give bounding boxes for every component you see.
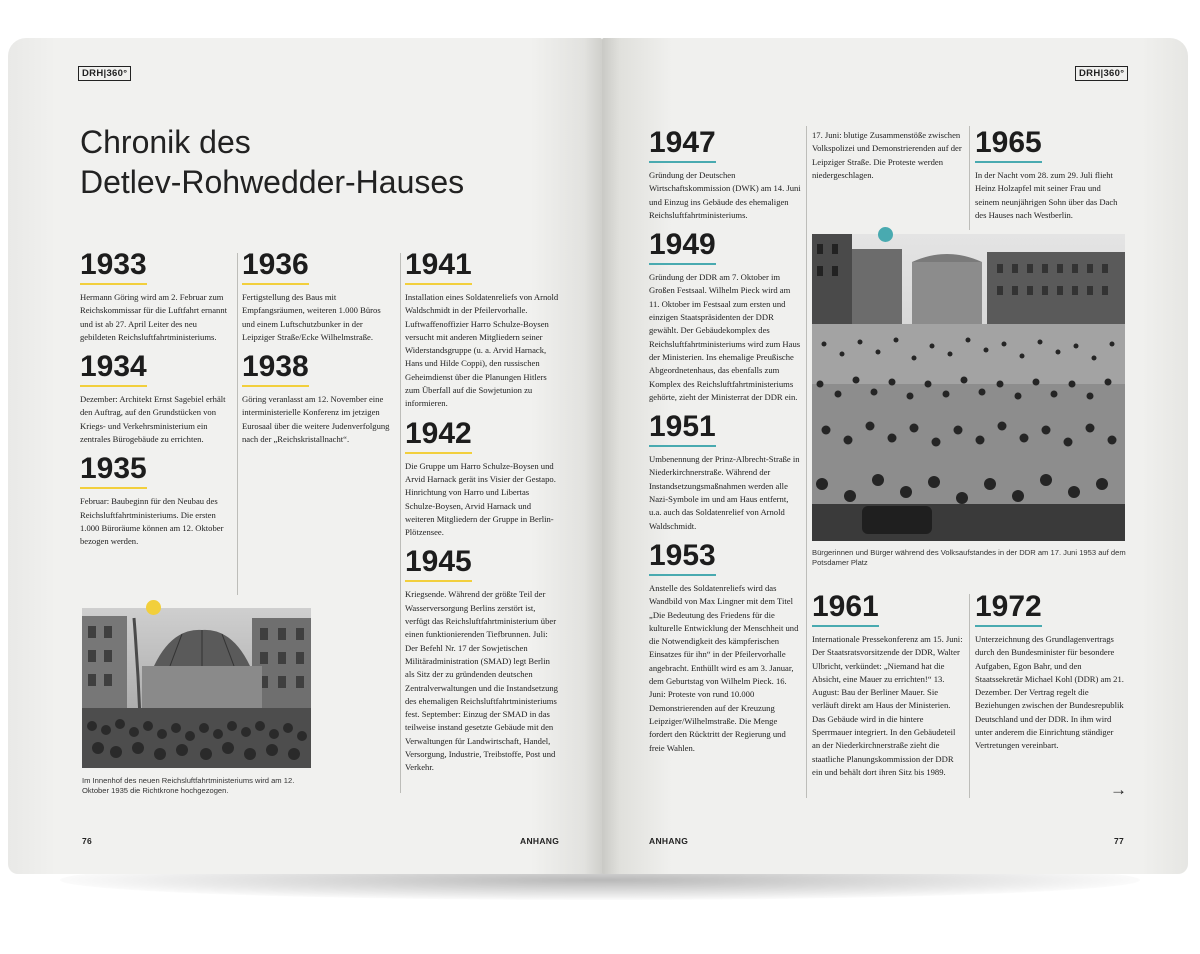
entry-text: Internationale Pressekonferenz am 15. Juni: Der Staatsratsvorsitzende der DDR, Walter Ulbricht, verkündet: „Niemand hat die Absicht, eine Mauer zu errichten!“ 13. August: Bau der Berliner Mauer. Sie verläuft direkt am Haus der Ministerien. Das Gebäude wird in die hintere Sperrmauer integriert. In den Gebäudeteil an der Niederkirchnerstraße zieht die staatliche Planungskommission der DDR ein und behält dort ihren Sitz bis 1989. bbox=[812, 634, 963, 777]
entry-text: Gründung der Deutschen Wirtschaftskommission (DWK) am 14. Juni und Einzug ins Gebäude des ehemaligen Reichsluftfahrtministeriums. bbox=[649, 170, 801, 220]
timeline-entry bbox=[80, 248, 230, 344]
entry-year: 1934 bbox=[80, 350, 147, 387]
page-number: 77 bbox=[1114, 836, 1125, 846]
column-divider bbox=[969, 594, 970, 798]
title-line-2: Detlev-Rohwedder-Hauses bbox=[80, 164, 465, 200]
timeline-entry bbox=[242, 350, 392, 446]
timeline-entry bbox=[405, 417, 559, 540]
highlight-dot bbox=[146, 600, 161, 615]
entry-text: Dezember: Architekt Ernst Sagebiel erhält den Auftrag, auf den Grundstücken von Kriegs- und Verkehrsministerium ein zentrales Bürogebäude zu errichten. bbox=[80, 394, 226, 445]
entry-text: Februar: Baubeginn für den Neubau des Reichsluftfahrtministeriums. Die ersten 1.000 Büroräume können am 12. Oktober bezogen werden. bbox=[80, 496, 224, 547]
left-page bbox=[8, 38, 602, 874]
timeline-column-3-bottom bbox=[975, 590, 1127, 753]
section-label: ANHANG bbox=[520, 836, 560, 846]
timeline-entry bbox=[242, 248, 392, 344]
timeline-entry bbox=[812, 590, 964, 779]
right-page bbox=[602, 38, 1188, 874]
entry-year: 1938 bbox=[242, 350, 309, 387]
courtyard-photo bbox=[82, 608, 311, 768]
entry-text: Die Gruppe um Harro Schulze-Boysen und Arvid Harnack gerät ins Visier der Gestapo. Hinrichtung von Harro und Libertas Schulze-Boysen, Arvid Harnack und weiteren Mitgliedern der Gruppe in Berlin-Plötzensee. bbox=[405, 460, 556, 538]
next-page-arrow-icon[interactable]: → bbox=[1110, 780, 1127, 799]
entry-year: 1936 bbox=[242, 248, 309, 285]
timeline-column-3-top bbox=[975, 126, 1125, 222]
column-divider bbox=[806, 126, 807, 798]
timeline-entry bbox=[405, 545, 559, 774]
timeline-column-3 bbox=[405, 248, 559, 775]
section-label: ANHANG bbox=[649, 836, 689, 846]
brand-logo: DRH|360° bbox=[78, 66, 131, 81]
entry-text: Kriegsende. Während der größte Teil der Wasserversorgung Berlins zerstört ist, verfügt das Reichsluftfahrtministerium über einen funktionierenden Tiefbrunnen. Juli: Der Befehl Nr. 17 der Sowjetischen Militäradministration (SMAD) legt Berlin als Sitz der zu gründenden deutschen Zentralverwaltungen und die Instandsetzung des ehemaligen Reichsluftfahrtministeriums fest. September: Einzug der SMAD in das teilweise instand gesetzte Gebäude mit den Verwaltungen für Landwirtschaft, Handel, Versorgung, Industrie, Treibstoffe, Post und Verkehr. bbox=[405, 589, 558, 773]
entry-year: 1949 bbox=[649, 228, 716, 265]
timeline-column-2-bottom bbox=[812, 590, 964, 779]
entry-year: 1933 bbox=[80, 248, 147, 285]
entry-year: 1942 bbox=[405, 417, 472, 454]
entry-text: Unterzeichnung des Grundlagenvertrags durch den Bundesminister für besondere Aufgaben, Egon Bahr, und den Staatssekretär Michael Kohl (DDR) am 21. Dezember. Der Vertrag regelt die Beziehungen zwischen der Bundesrepublik Deutschland und der DDR. In ihm wird unter anderem die Einrichtung ständiger Vertretungen vereinbart. bbox=[975, 634, 1124, 751]
timeline-entry bbox=[649, 539, 801, 755]
entry-text: Installation eines Soldatenreliefs von Arnold Waldschmidt in der Pfeilervorhalle. Luftwaffenoffizier Harro Schulze-Boysen versucht mit anderen Mitgliedern seiner Widerstandsgruppe (u. a. Arvid Harnack, Hans und Hilde Coppi), den russischen Geheimdienst über die Planungen Hitlers zum Überfall auf die Sowjetunion zu informieren. bbox=[405, 292, 559, 409]
entry-text: 17. Juni: blutige Zusammenstöße zwischen Volkspolizei und Demonstrierenden auf der Leipziger Straße. Die Proteste werden niedergeschlagen. bbox=[812, 130, 962, 180]
entry-year: 1951 bbox=[649, 410, 716, 447]
timeline-column-2 bbox=[242, 248, 392, 446]
timeline-column-1 bbox=[649, 126, 801, 755]
timeline-column-1 bbox=[80, 248, 230, 549]
entry-text: Fertigstellung des Baus mit Empfangsräumen, weiteren 1.000 Büros und einem Luftschutzbunker in der Leipziger Straße/Ecke Wilhelmstraße. bbox=[242, 292, 381, 342]
entry-year: 1947 bbox=[649, 126, 716, 163]
timeline-continuation bbox=[812, 129, 964, 182]
photo-caption: Bürgerinnen und Bürger während des Volksaufstandes in der DDR am 17. Juni 1953 auf dem Potsdamer Platz bbox=[812, 548, 1126, 567]
page-title bbox=[80, 122, 464, 202]
column-divider bbox=[400, 253, 401, 793]
timeline-entry bbox=[405, 248, 559, 411]
entry-year: 1935 bbox=[80, 452, 147, 489]
entry-year: 1953 bbox=[649, 539, 716, 576]
title-line-1: Chronik des bbox=[80, 124, 251, 160]
entry-text: Gründung der DDR am 7. Oktober im Großen Festsaal. Wilhelm Pieck wird am 11. Oktober im Festsaal zum ersten und einzigen Staatspräsidenten der DDR gewählt. Der Gebäudekomplex des Reichsluftfahrtministeriums wird zum Haus der Ministerien. Ins ehemalige Preußische Abgeordnetenhaus, das ebenfalls zum Komplex des Reichsluftfahrtministeriums gehörte, zieht der Ministerrat der DDR ein. bbox=[649, 272, 801, 402]
entry-text: Anstelle des Soldatenreliefs wird das Wandbild von Max Lingner mit dem Titel „Die Bedeutung des Friedens für die kulturelle Entwicklung der Menschheit und die Notwendigkeit des kämpferischen Einsatzes für ihn“ in der Pfeilervorhalle angebracht. Enthüllt wird es am 3. Januar, dem Geburtstag von Wilhelm Pieck. 16. Juni: Proteste von rund 10.000 Demonstrierenden auf der Kreuzung Leipziger/Wilhelmstraße. Die Menge fordert den Rücktritt der Regierung und freie Wahlen. bbox=[649, 582, 799, 753]
brand-logo: DRH|360° bbox=[1075, 66, 1128, 81]
entry-text: In der Nacht vom 28. zum 29. Juli flieht Heinz Holzapfel mit seiner Frau und seinem neunjährigen Sohn über das Dach des Hauses nach Westberlin. bbox=[975, 170, 1118, 220]
entry-year: 1965 bbox=[975, 126, 1042, 163]
entry-year: 1945 bbox=[405, 545, 472, 582]
entry-year: 1941 bbox=[405, 248, 472, 285]
timeline-entry bbox=[975, 590, 1127, 753]
timeline-entry bbox=[975, 126, 1125, 222]
entry-text: Umbenennung der Prinz-Albrecht-Straße in Niederkirchnerstraße. Während der Instandsetzungsmaßnahmen werden alle Nazi-Symbole im und am Haus entfernt, u.a. auch das Soldatenrelief von Arnold Waldschmidt. bbox=[649, 454, 800, 531]
column-divider bbox=[237, 253, 238, 595]
page-number: 76 bbox=[82, 836, 93, 846]
photo-caption: Im Innenhof des neuen Reichsluftfahrtministeriums wird am 12. Oktober 1935 die Richtkrone hochgezogen. bbox=[82, 776, 295, 795]
entry-text: Göring veranlasst am 12. November eine interministerielle Konferenz im jetzigen Eurosaal über die weitere Judenverfolgung nach der „Reichskristallnacht“. bbox=[242, 394, 390, 445]
timeline-entry bbox=[649, 126, 801, 222]
entry-text: Hermann Göring wird am 2. Februar zum Reichskommissar für die Luftfahrt ernannt und ist ab 27. April Leiter des neu gebildeten Reichsluftfahrtministeriums. bbox=[80, 292, 228, 342]
timeline-entry bbox=[649, 410, 801, 533]
entry-year: 1961 bbox=[812, 590, 879, 627]
timeline-entry bbox=[80, 350, 230, 446]
entry-year: 1972 bbox=[975, 590, 1042, 627]
highlight-dot bbox=[878, 227, 893, 242]
potsdamer-platz-photo bbox=[812, 234, 1125, 541]
timeline-entry bbox=[80, 452, 230, 548]
column-divider bbox=[969, 126, 970, 230]
timeline-entry bbox=[649, 228, 801, 404]
